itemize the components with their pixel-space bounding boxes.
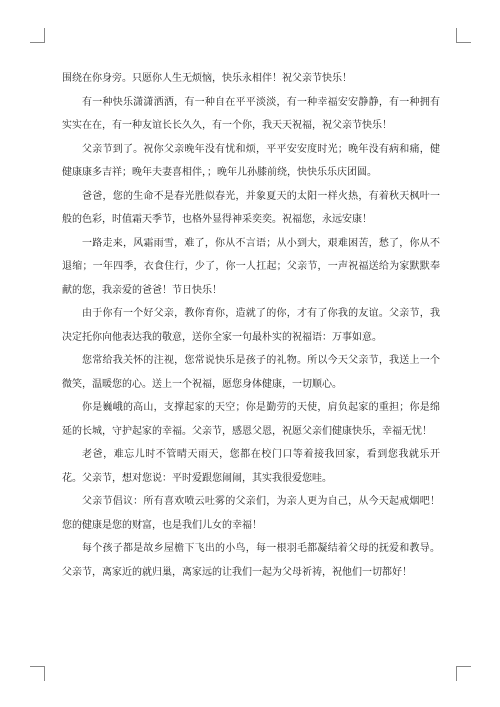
paragraph: 父亲节倡议：所有喜欢喷云吐雾的父亲们，为亲人更为自己，从今天起戒烟吧！您的健康是您的财富，也是我们儿女的幸福！	[62, 496, 440, 531]
crop-mark-bottom-right	[456, 666, 471, 681]
paragraph: 父亲节到了。祝你父亲晚年没有忧和烦，平平安安度时光；晚年没有病和痛，健健康康多吉祥；晚年夫妻喜相伴，；晚年儿孙膝前绕，快快乐乐庆团圆。	[62, 143, 440, 178]
paragraph: 老爸，难忘儿时不管晴天雨天，您都在校门口等着接我回家，看到您我就乐开花。父亲节，想对您说：平时爱跟您闹闹，其实我很爱您哇。	[62, 449, 440, 484]
paragraph: 每个孩子都是故乡屋檐下飞出的小鸟，每一根羽毛都凝结着父母的抚爱和教导。父亲节，离家近的就归巢，离家远的让我们一起为父母祈祷，祝他们一切都好！	[62, 543, 440, 578]
crop-mark-top-right	[456, 28, 471, 43]
crop-mark-bottom-left	[30, 666, 45, 681]
paragraph: 围绕在你身旁。只愿你人生无烦恼，快乐永相伴！祝父亲节快乐！	[62, 73, 352, 84]
paragraph: 一路走来，风霜雨雪，难了，你从不言语；从小到大，艰难困苦，愁了，你从不退缩；一年四季，衣食住行，少了，你一人扛起；父亲节，一声祝福送给为家默默奉献的您，我亲爱的爸爸！节日快乐！	[62, 237, 440, 296]
document-body	[62, 67, 440, 584]
paragraph: 爸爸，您的生命不是春光胜似春光，并象夏天的太阳一样火热，有着秋天枫叶一般的色彩，时值霜天季节，也格外显得神采奕奕。祝福您，永远安康！	[62, 190, 440, 225]
paragraph: 您常给我关怀的注视，您常说快乐是孩子的礼物。所以今天父亲节，我送上一个微笑，温暖您的心。送上一个祝福，愿您身体健康，一切顺心。	[62, 355, 440, 390]
crop-mark-top-left	[30, 28, 45, 43]
paragraph: 有一种快乐潇潇洒洒，有一种自在平平淡淡，有一种幸福安安静静，有一种拥有实实在在，有一种友谊长长久久，有一个你，我天天祝福，祝父亲节快乐！	[62, 96, 440, 131]
paragraph: 由于你有一个好父亲，教你育你，造就了的你，才有了你我的友谊。父亲节，我决定托你向他表达我的敬意，送你全家一句最朴实的祝福语：万事如意。	[62, 308, 440, 343]
paragraph: 你是巍峨的高山，支撑起家的天空；你是勤劳的天使，肩负起家的重担；你是绵延的长城，守护起家的幸福。父亲节，感恩父恩，祝愿父亲们健康快乐，幸福无忧！	[62, 402, 440, 437]
